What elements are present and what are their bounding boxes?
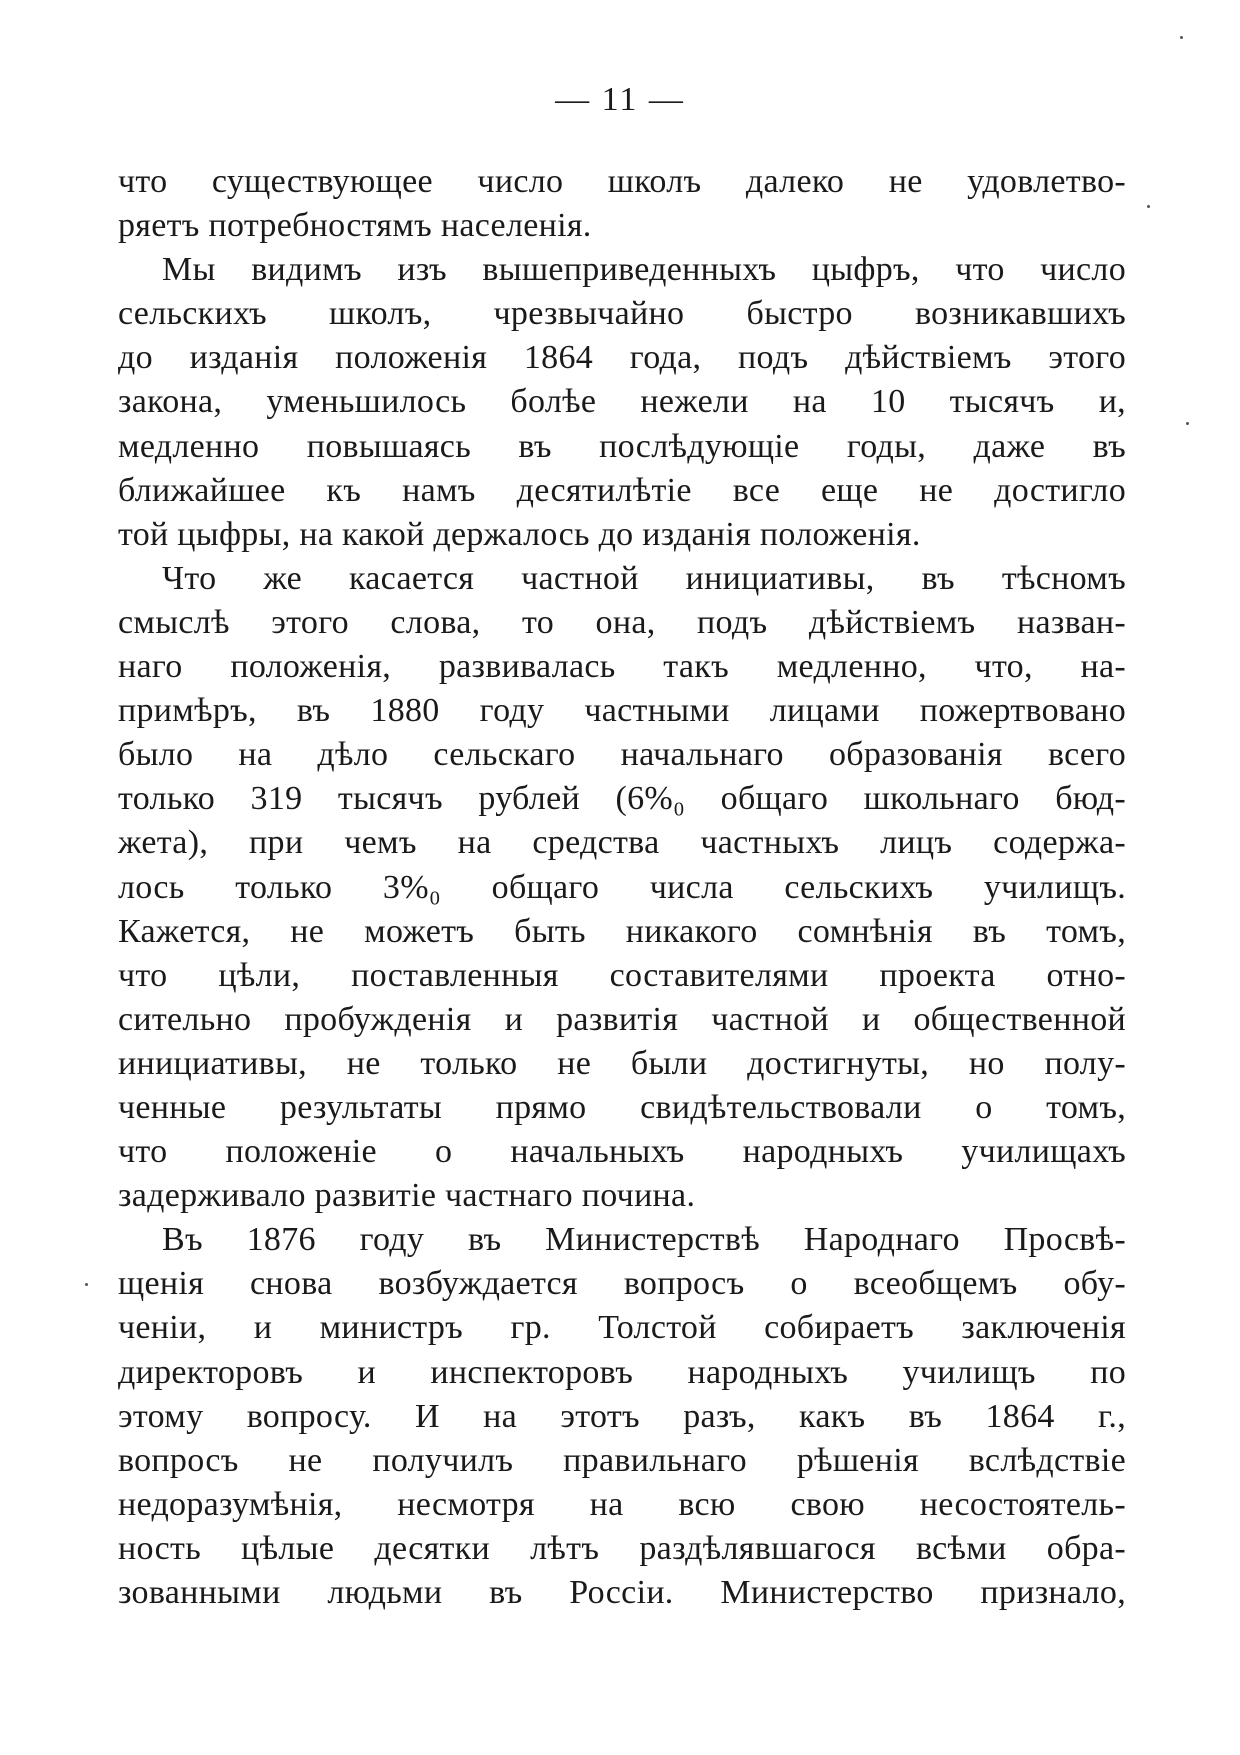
text-line: этому вопросу. И на этотъ разъ, какъ въ 1864 г., [118, 1397, 1126, 1435]
text-line: лось только 3%₀ общаго числа сельскихъ училищъ. [118, 868, 1126, 906]
print-speck [85, 1283, 88, 1286]
text-line: ряетъ потребностямъ населенія. [118, 207, 592, 245]
text-line: той цыфры, на какой держалось до изданія положенія. [118, 515, 921, 553]
text-line: зованными людьми въ Россіи. Министерство признало, [118, 1574, 1126, 1611]
text-line: жета), при чемъ на средства частныхъ лицъ содержа- [118, 824, 1126, 862]
text-line: примѣръ, въ 1880 году частными лицами пожертвовано [118, 692, 1126, 730]
text-line: ченные результаты прямо свидѣтельствовали о томъ, [118, 1088, 1126, 1126]
page-number: — 11 — [555, 81, 685, 118]
text-line: что цѣли, поставленныя составителями проекта отно- [118, 956, 1126, 994]
text-line: директоровъ и инспекторовъ народныхъ училищъ по [118, 1353, 1126, 1391]
text-line: ность цѣлые десятки лѣтъ раздѣлявшагося всѣми обра- [118, 1529, 1126, 1567]
text-line: Что же касается частной инициативы, въ тѣсномъ [162, 559, 1126, 597]
text-line: до изданія положенія 1864 года, подъ дѣйствіемъ этого [118, 339, 1126, 377]
text-line: только 319 тысячъ рублей (6%₀ общаго школьнаго бюд- [118, 780, 1126, 818]
text-line: задерживало развитіе частнаго почина. [118, 1177, 696, 1215]
text-line: было на дѣло сельскаго начальнаго образованія всего [118, 736, 1126, 774]
text-line: медленно повышаясь въ послѣдующіе годы, даже въ [118, 427, 1126, 465]
text-line: сельскихъ школъ, чрезвычайно быстро возникавшихъ [118, 295, 1126, 333]
text-line: Въ 1876 году въ Министерствѣ Народнаго Просвѣ- [162, 1221, 1126, 1259]
text-line: инициативы, не только не были достигнуты, но полу- [118, 1044, 1126, 1082]
text-line: закона, уменьшилось болѣе нежели на 10 тысячъ и, [118, 383, 1126, 421]
text-line: что положеніе о начальныхъ народныхъ училищахъ [118, 1133, 1126, 1171]
text-line: недоразумѣнія, несмотря на всю свою несостоятель- [118, 1485, 1126, 1523]
text-line: наго положенія, развивалась такъ медленно, что, на- [118, 648, 1126, 686]
text-line: смыслѣ этого слова, то она, подъ дѣйствіемъ назван- [118, 603, 1126, 641]
text-line: щенія снова возбуждается вопросъ о всеобщемъ обу- [118, 1265, 1126, 1303]
text-line: ченіи, и министръ гр. Толстой собираетъ заключенія [118, 1309, 1126, 1347]
print-speck [1147, 205, 1150, 208]
print-speck [1186, 422, 1189, 425]
text-line: сительно пробужденія и развитія частной и общественной [118, 1000, 1126, 1038]
print-speck [1180, 36, 1183, 39]
text-line: Мы видимъ изъ вышеприведенныхъ цыфръ, что число [162, 251, 1126, 289]
text-line: Кажется, не можетъ быть никакого сомнѣнія въ томъ, [118, 912, 1126, 950]
text-line: что существующее число школъ далеко не удовлетво- [118, 163, 1126, 200]
text-line: вопросъ не получилъ правильнаго рѣшенія вслѣдствіе [118, 1441, 1126, 1479]
text-line: ближайшее къ намъ десятилѣтіе все еще не достигло [118, 471, 1126, 509]
body-text [118, 160, 1126, 1615]
